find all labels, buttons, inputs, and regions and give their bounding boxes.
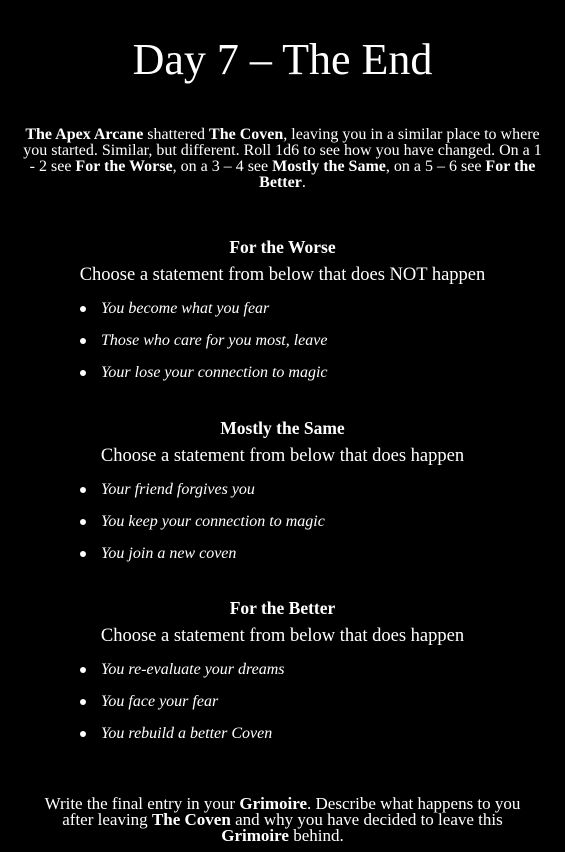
section-for-the-better (0, 595, 565, 750)
intro-text: , leaving you in a similar place to where you started. Similar, but different. Roll 1d6 to see how you have changed. On a 1 - 2 see (23, 126, 542, 175)
statement-list (0, 293, 565, 389)
section-mostly-the-same (0, 415, 565, 570)
section-for-the-worse (0, 234, 565, 389)
section-heading: Mostly the Same (220, 418, 345, 438)
outro-text: . Describe what happens to you after leaving (62, 794, 521, 829)
list-item: You join a new coven (0, 538, 565, 570)
intro-text: , on a 5 – 6 see (385, 158, 486, 175)
list-item: Your lose your connection to magic (0, 357, 565, 389)
intro-apex-arcane: The Apex Arcane (25, 126, 144, 143)
list-item: You re-evaluate your dreams (0, 654, 565, 686)
list-item: Your friend forgives you (0, 474, 565, 506)
section-instruction: Choose a statement from below that does NOT happen (79, 265, 486, 285)
section-heading: For the Better (229, 598, 336, 618)
page-title: Day 7 – The End (132, 35, 433, 84)
list-item: You become what you fear (0, 293, 565, 325)
list-item: You keep your connection to magic (0, 506, 565, 538)
outro-text: behind. (288, 826, 344, 845)
outro-the-coven: The Coven (151, 810, 231, 829)
outro-grimoire: Grimoire (221, 826, 289, 845)
intro-mostly-the-same: Mostly the Same (272, 158, 386, 175)
section-instruction: Choose a statement from below that does happen (100, 446, 465, 466)
intro-text: . (301, 174, 306, 191)
intro-for-the-worse: For the Worse (75, 158, 173, 175)
list-item: You rebuild a better Coven (0, 718, 565, 750)
section-instruction: Choose a statement from below that does happen (100, 626, 465, 646)
intro-paragraph (22, 127, 543, 191)
outro-text: Write the final entry in your (44, 794, 240, 813)
intro-the-coven: The Coven (209, 126, 284, 143)
list-item: Those who care for you most, leave (0, 325, 565, 357)
intro-for-the-better: For the Better (259, 158, 536, 191)
outro-grimoire: Grimoire (239, 794, 308, 813)
intro-text: , on a 3 – 4 see (172, 158, 273, 175)
statement-list (0, 654, 565, 750)
intro-text: shattered (143, 126, 210, 143)
outro-paragraph (30, 796, 535, 844)
section-heading: For the Worse (229, 237, 336, 257)
list-item: You face your fear (0, 686, 565, 718)
outro-text: and why you have decided to leave this (230, 810, 503, 829)
statement-list (0, 474, 565, 570)
